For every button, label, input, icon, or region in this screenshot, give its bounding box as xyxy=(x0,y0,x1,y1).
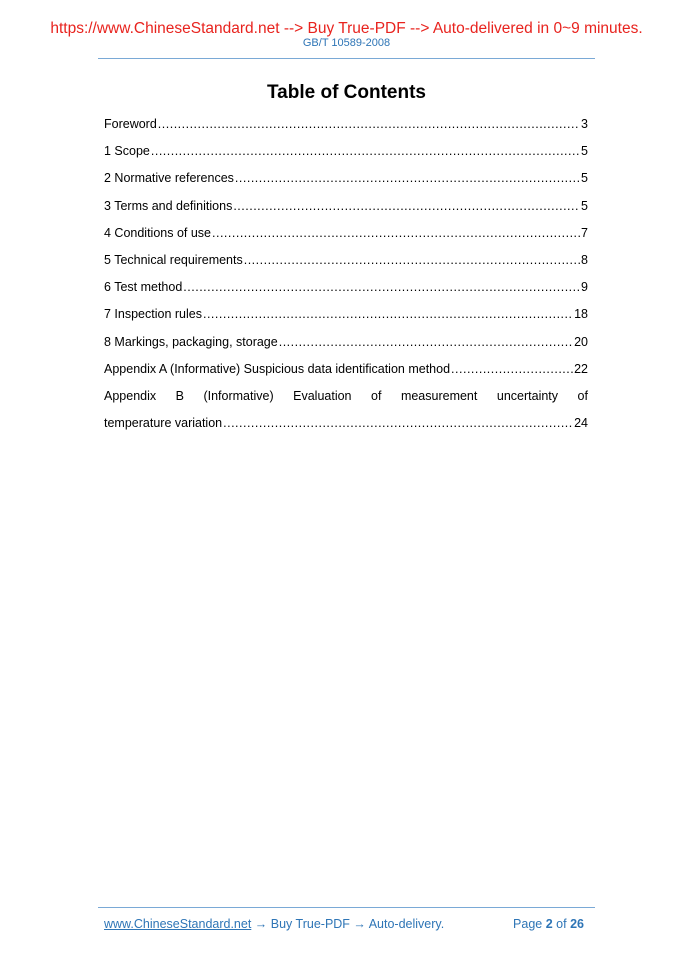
toc-entry-foreword[interactable] xyxy=(104,115,588,142)
dot-leader xyxy=(158,115,580,133)
toc-entry-word: of xyxy=(577,388,588,403)
toc-entry-word: B xyxy=(175,388,184,403)
toc-entry-title: 1 Scope xyxy=(104,144,150,159)
toc-entry-title: 2 Normative references xyxy=(104,171,234,186)
toc-entry-title: 8 Markings, packaging, storage xyxy=(104,334,278,349)
toc-entry-word: (Informative) xyxy=(203,388,274,403)
footer-site-link[interactable]: www.ChineseStandard.net xyxy=(104,917,252,931)
toc-entry-word: measurement xyxy=(400,388,478,403)
toc-entry-word: Appendix xyxy=(104,388,157,403)
header-divider xyxy=(98,58,595,59)
standard-code: GB/T 10589-2008 xyxy=(302,37,391,49)
toc-entry-title: 6 Test method xyxy=(104,280,183,295)
toc-entry-page: 3 xyxy=(581,117,588,131)
toc-entry-title: 7 Inspection rules xyxy=(104,307,202,322)
toc-entry-inspection-rules[interactable] xyxy=(104,305,588,332)
page-label: Page xyxy=(513,917,543,931)
toc-entry-page: 8 xyxy=(581,252,588,267)
dot-leader xyxy=(279,333,573,351)
toc-entry-technical-requirements[interactable] xyxy=(104,251,588,278)
toc-entry-page: 5 xyxy=(581,198,588,213)
table-of-contents xyxy=(104,115,588,441)
footer-tagline: → Buy True-PDF → Auto-delivery. xyxy=(251,917,445,931)
top-banner-link[interactable]: https://www.ChineseStandard.net --> Buy True-PDF --> Auto-delivered in 0~9 minutes. xyxy=(50,20,643,37)
toc-entry-page: 9 xyxy=(581,280,588,295)
toc-entry-word: of xyxy=(371,388,382,403)
toc-entry-title: temperature variation xyxy=(104,416,223,431)
toc-entry-page: 18 xyxy=(574,307,588,322)
toc-entry-page: 22 xyxy=(574,361,588,376)
page-title: Table of Contents xyxy=(266,82,427,103)
toc-entry-appendix-a[interactable] xyxy=(104,360,588,387)
dot-leader xyxy=(223,414,573,432)
dot-leader xyxy=(151,142,580,160)
page-total: 26 xyxy=(570,917,584,931)
toc-entry-title: 4 Conditions of use xyxy=(104,225,212,240)
toc-entry-page: 5 xyxy=(581,171,588,186)
footer-left xyxy=(104,916,444,932)
toc-entry-terms-definitions[interactable] xyxy=(104,197,588,224)
toc-entry-markings-packaging[interactable] xyxy=(104,333,588,360)
footer-divider xyxy=(98,907,595,908)
page-footer xyxy=(104,916,588,932)
dot-leader xyxy=(244,251,580,269)
toc-entry-title: 5 Technical requirements xyxy=(104,252,243,267)
toc-entry-page: 20 xyxy=(574,334,588,349)
dot-leader xyxy=(203,305,573,323)
toc-entry-page: 7 xyxy=(581,225,588,240)
toc-entry-normative-references[interactable] xyxy=(104,169,588,196)
toc-entry-appendix-b-continued[interactable] xyxy=(104,414,588,441)
toc-entry-test-method[interactable] xyxy=(104,278,588,305)
toc-entry-page: 5 xyxy=(581,144,588,159)
toc-entry-title: Appendix A (Informative) Suspicious data identification method xyxy=(104,361,451,376)
toc-entry-appendix-b[interactable] xyxy=(104,387,588,414)
page-current: 2 xyxy=(545,917,553,931)
toc-entry-word: Evaluation xyxy=(293,388,352,403)
dot-leader xyxy=(233,197,580,215)
toc-entry-scope[interactable] xyxy=(104,142,588,169)
dot-leader xyxy=(212,224,580,242)
toc-entry-title: Foreword xyxy=(104,117,157,131)
toc-entry-page: 24 xyxy=(574,416,588,431)
dot-leader xyxy=(235,169,580,187)
toc-entry-conditions-of-use[interactable] xyxy=(104,224,588,251)
dot-leader xyxy=(183,278,580,296)
dot-leader xyxy=(451,360,573,378)
page-indicator xyxy=(513,916,584,932)
page-of: of xyxy=(556,917,567,931)
toc-entry-word: uncertainty xyxy=(496,388,559,403)
toc-entry-title: 3 Terms and definitions xyxy=(104,198,233,213)
